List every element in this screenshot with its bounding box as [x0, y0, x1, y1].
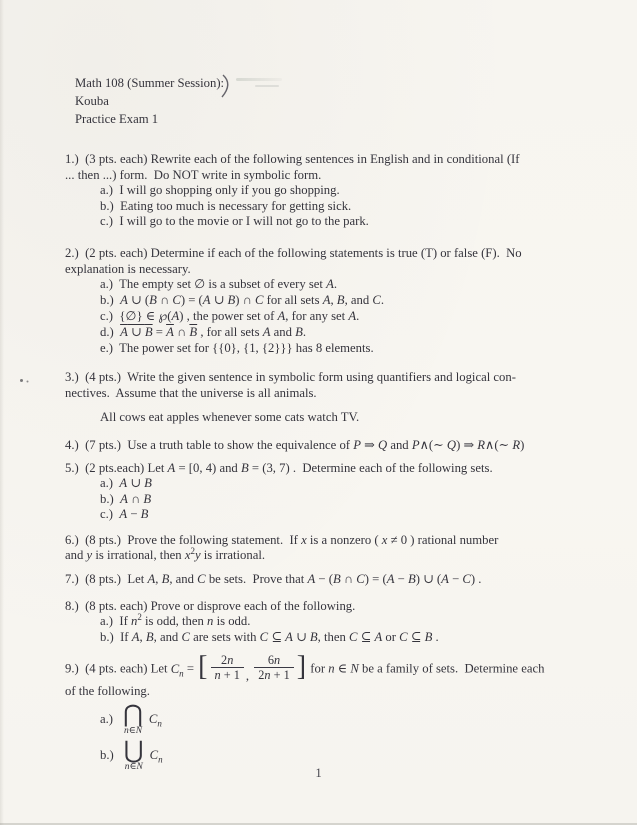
question-line: nectives. Assume that the universe is all animals. [65, 385, 317, 400]
question-4 [65, 438, 630, 454]
question-line: and y is irrational, then $x^2y$ is irrational. [65, 546, 266, 563]
question-line: a.) I will go shopping only if you go shopping. [100, 183, 340, 198]
question-9 [65, 651, 630, 773]
question-5 [65, 461, 630, 523]
question-line: c.) A − B [100, 507, 149, 522]
question-line: e.) The power set for {{0}, {1, {2}}} has 8 elements. [100, 340, 374, 355]
question-line: b.) Eating too much is necessary for getting sick. [100, 198, 352, 213]
question-line: b.) If A, B, and C are sets with C ⊆ A ∪ B, then C ⊆ A or C ⊆ B . [100, 629, 439, 644]
scan-smudge [255, 85, 279, 87]
question-3 [65, 370, 630, 426]
exam-title: Practice Exam 1 [75, 112, 159, 126]
question-2 [65, 246, 630, 356]
question-line: b.) A ∩ B [100, 491, 152, 506]
course-title: Math 108 (Summer Session): [75, 76, 225, 90]
question-1 [65, 152, 630, 230]
question-line: c.) {∅} ∈ ℘(A) , the power set of A, for any set A. [100, 308, 360, 324]
exam-header [75, 74, 224, 128]
question-line: explanation is necessary. [65, 261, 191, 276]
question-line: 1.) (3 pts. each) Rewrite each of the following sentences in English and in conditional (If [65, 152, 520, 166]
question-line: 8.) (8 pts. each) Prove or disprove each of the following. [65, 598, 356, 613]
question-line: a.) The empty set ∅ is a subset of every set A. [100, 277, 338, 292]
question-line: c.) I will go to the movie or I will not go to the park. [100, 214, 369, 229]
handwritten-paren-mark [220, 74, 236, 98]
question-line: a.) If $n^2$ is odd, then n is odd. [100, 612, 251, 629]
question-line: ... then ...) form. Do NOT write in symbolic form. [65, 167, 322, 182]
question-line: 7.) (8 pts.) Let A, B, and C be sets. Prove that A − (B ∩ C) = (A − B) ∪ (A − C) . [65, 572, 482, 587]
question-line: 4.) (7 pts.) Use a truth table to show the equivalence of P ⇒ Q and P∧(∼ Q) ⇒ R∧(∼ R) [65, 437, 525, 452]
question-6 [65, 533, 630, 564]
question-line: 2.) (2 pts. each) Determine if each of the following statements is true (T) or false (F). No [65, 245, 522, 260]
page-number: 1 [315, 766, 322, 780]
question-line: d.) A ∪ $B = \overline{A}$ ∩ $\overline{B}$ , for all sets A and B. [100, 324, 307, 339]
question-line: 6.) (8 pts.) Prove the following statement. If x is a nonzero ( x ≠ 0 ) rational number [65, 532, 499, 547]
scan-speck [20, 379, 23, 382]
question-line: 9.) (4 pts. each) Let $C_n$ = [ $\frac{2n}{n + 1}$ , $\frac{6n}{2n + 1}$ ] for n ∈ N be a family of sets. Determine each [65, 651, 545, 684]
question-line: b.) A ∪ (B ∩ C) = (A ∪ B) ∩ C for all sets A, B, and C. [100, 292, 385, 307]
question-7 [65, 572, 630, 588]
question-line: 3.) (4 pts.) Write the given sentence in symbolic form using quantifiers and logical con- [65, 370, 516, 385]
question-line: All cows eat apples whenever some cats watch TV. [100, 410, 360, 425]
question-line: of the following. [65, 684, 150, 699]
scan-smudge [236, 78, 282, 81]
instructor-name: Kouba [75, 94, 109, 108]
question-line: a.) A ∪ B [100, 476, 152, 491]
question-line: b.) ⋃ n∈N $C_n$ [100, 736, 163, 773]
question-8 [65, 599, 630, 646]
questions-list [65, 152, 630, 775]
question-line: 5.) (2 pts.each) Let A = [0, 4) and B = (3, 7) . Determine each of the following sets. [65, 460, 493, 475]
question-line: a.) ⋂ n∈N $C_n$ [100, 700, 162, 737]
